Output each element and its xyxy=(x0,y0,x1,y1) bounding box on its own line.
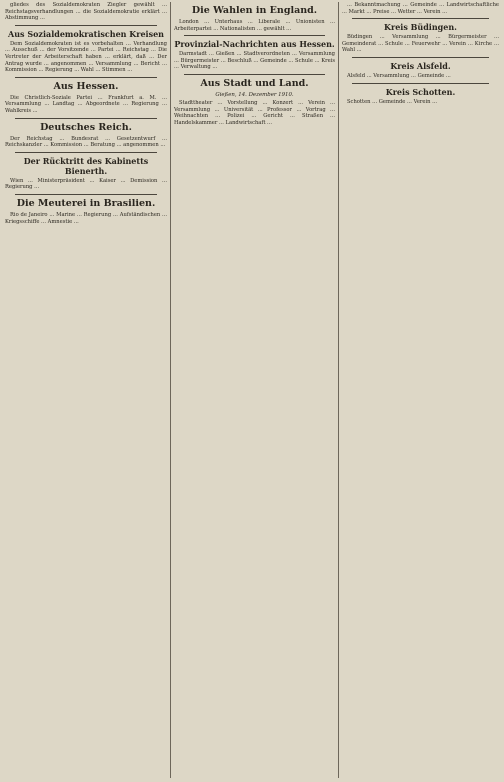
section-heading: Aus Hessen. xyxy=(53,80,119,92)
divider xyxy=(352,57,489,58)
divider xyxy=(15,152,157,153)
article-text: Die Christlich-Soziale Partei ... Frankfurt a. M. ... Versammlung ... Landtag ... Abgeordnete ... Regierung ... Wahlkreis ... xyxy=(5,94,167,114)
article-text: Stadttheater ... Vorstellung ... Konzert ... Verein ... Versammlung ... Universität ... Professor ... Vortrag ... Weihnachten ... Polizei ... Gericht ... Straßen ... Handelskammer ... Landwirtschaft ... xyxy=(174,99,335,126)
article-text: Der Reichstag ... Bundesrat ... Gesetzentwurf ... Reichskanzler ... Kommission ... Beratung ... angenommen ... xyxy=(5,135,167,149)
section-heading: Die Wahlen in England. xyxy=(191,5,318,16)
article-text: Büdingen ... Versammlung ... Bürgermeister ... Gemeinderat ... Schule ... Feuerwehr ... Verein ... Kirche ... Wahl ... xyxy=(342,34,499,54)
section-heading: Aus Sozialdemokratischen Kreisen xyxy=(8,28,164,39)
section-heading: Provinzial-Nachrichten aus Hessen. xyxy=(174,39,335,50)
article-text: Wien ... Ministerpräsident ... Kaiser ... Demission ... Regierung ... xyxy=(5,177,167,191)
section-heading: Deutsches Reich. xyxy=(40,121,132,133)
section-heading: Aus Stadt und Land. xyxy=(200,77,309,89)
article-text: Rio de Janeiro ... Marine ... Regierung ... Aufständischen ... Kriegsschiffe ... Amnestie ... xyxy=(5,211,167,225)
dateline: Gießen, 14. Dezember 1910. xyxy=(215,91,294,98)
section-heading: Kreis Büdingen. xyxy=(384,22,457,33)
article-text: Schotten ... Gemeinde ... Verein ... xyxy=(347,98,438,105)
article-text: London ... Unterhaus ... Liberale ... Unionisten ... Arbeiterpartei ... Nationalisten ... gewählt ... xyxy=(174,19,335,32)
section-heading: Kreis Alsfeld. xyxy=(390,60,451,71)
divider xyxy=(184,74,325,75)
column-1 xyxy=(2,2,170,778)
column-3 xyxy=(338,2,502,778)
article-text: Dem Sozialdemokraten ist es vorbehalten ... Verhandlung ... Ausschuß ... der Vorsitzende ... Partei ... Reichstag ... Die Vertreter der Arbeiterschaft haben ... erklärt, daß ... Der Antrag wurde ... angenommen ... Versammlung ... Bericht ... Kommission ... Regierung ... Wahl ... Stimmen ... xyxy=(5,40,167,74)
divider xyxy=(352,18,489,19)
section-heading: Die Meuterei in Brasilien. xyxy=(16,197,156,209)
article-text: ... Bekanntmachung ... Gemeinde ... Landwirtschaftliche ... Markt ... Preise ... Wetter ... Verein ... xyxy=(342,2,499,15)
divider xyxy=(184,35,325,36)
divider xyxy=(15,194,157,195)
article-text: Darmstadt ... Gießen ... Stadtverordneten ... Versammlung ... Bürgermeister ... Beschluß ... Gemeinde ... Schule ... Kreis ... Verwaltung ... xyxy=(174,51,335,71)
column-1-intro: gliedes des Sozialdemokraten Ziegler gewählt ... Reichstagsverhandlungen ... die Sozialdemokratie erklärt ... Abstimmung ... xyxy=(5,2,167,22)
section-heading: Kreis Schotten. xyxy=(385,86,456,97)
divider xyxy=(15,77,157,78)
article-text: Alsfeld ... Versammlung ... Gemeinde ... xyxy=(347,72,451,79)
divider xyxy=(15,25,157,26)
divider xyxy=(352,83,489,84)
section-heading: Der Rücktritt des Kabinetts Bienerth. xyxy=(23,155,149,176)
divider xyxy=(15,118,157,119)
column-2 xyxy=(170,2,338,778)
